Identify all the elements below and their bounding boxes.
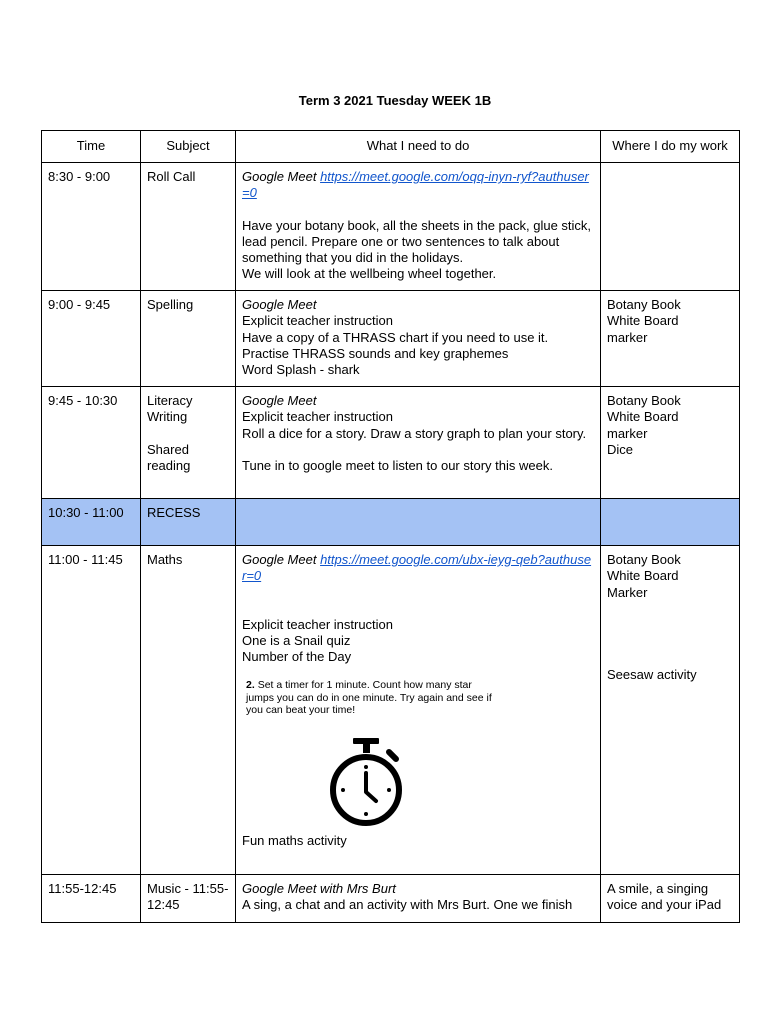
- todo-line: One is a Snail quiz: [242, 632, 351, 648]
- meet-link[interactable]: https://meet.google.com/oqq-inyn-ryf?authuser=0: [242, 169, 589, 201]
- subject-cell: RECESS: [141, 499, 236, 546]
- where-line: Dice: [607, 441, 634, 457]
- where-cell: A smile, a singing voice and your iPad: [601, 875, 740, 923]
- table-row: [42, 163, 740, 291]
- todo-cell: [236, 163, 601, 291]
- table-row: [42, 291, 740, 387]
- table-row: [42, 546, 740, 875]
- where-line: White Board: [607, 409, 679, 425]
- stopwatch-icon: [328, 737, 406, 829]
- todo-line: Word Splash - shark: [242, 362, 360, 378]
- where-cell: [601, 546, 740, 875]
- subject-cell: [141, 387, 236, 499]
- where-extra: Seesaw activity: [607, 666, 697, 682]
- time-cell: 10:30 - 11:00: [42, 499, 141, 546]
- subject-line: Writing: [147, 409, 188, 425]
- subject-cell: Music - 11:55-12:45: [141, 875, 236, 923]
- todo-line: Practise THRASS sounds and key graphemes: [242, 345, 509, 361]
- table-row: [42, 875, 740, 923]
- todo-lead: Google Meet: [242, 393, 317, 408]
- where-line: marker: [607, 425, 648, 441]
- table-row: [42, 387, 740, 499]
- todo-line: Explicit teacher instruction: [242, 409, 394, 425]
- timer-task-image: [246, 679, 496, 717]
- subject-line: Literacy: [147, 393, 193, 408]
- todo-line: Have a copy of a THRASS chart if you need to use it.: [242, 329, 549, 345]
- todo-lead: Google Meet: [242, 297, 317, 312]
- todo-line: We will look at the wellbeing wheel together.: [242, 266, 497, 282]
- todo-lead: Google Meet with Mrs Burt: [242, 881, 396, 896]
- meet-link[interactable]: https://meet.google.com/ubx-ieyg-qeb?authuser=0: [242, 552, 592, 584]
- todo-cell: [236, 875, 601, 923]
- time-cell: 8:30 - 9:00: [42, 163, 141, 291]
- where-line: Botany Book: [607, 297, 681, 312]
- todo-line: Number of the Day: [242, 649, 352, 665]
- time-cell: 11:55-12:45: [42, 875, 141, 923]
- todo-lead: Google Meet: [242, 169, 317, 184]
- where-line: White Board: [607, 568, 679, 584]
- where-cell: [601, 291, 740, 387]
- header-row: [42, 131, 740, 163]
- header-todo: What I need to do: [236, 131, 601, 163]
- task-number: 2.: [246, 679, 255, 692]
- document-title: Term 3 2021 Tuesday WEEK 1B: [298, 93, 492, 108]
- todo-line: Explicit teacher instruction: [242, 313, 394, 329]
- todo-line: Roll a dice for a story. Draw a story graph to plan your story.: [242, 425, 587, 441]
- todo-cell: [236, 291, 601, 387]
- subject-cell: Maths: [141, 546, 236, 875]
- todo-line: A sing, a chat and an activity with Mrs Burt. One we finish: [242, 897, 573, 913]
- subject-cell: Spelling: [141, 291, 236, 387]
- where-line: Marker: [607, 584, 648, 600]
- table-row-recess: [42, 499, 740, 546]
- todo-cell: [236, 546, 601, 875]
- todo-cell: [236, 387, 601, 499]
- header-time: Time: [42, 131, 141, 163]
- subject-cell: Roll Call: [141, 163, 236, 291]
- task-text: Set a timer for 1 minute. Count how many star jumps you can do in one minute. Try again and see if you can beat your time!: [246, 679, 492, 717]
- todo-line: Explicit teacher instruction: [242, 616, 394, 632]
- todo-lead: Google Meet: [242, 552, 317, 567]
- where-line: White Board: [607, 313, 679, 329]
- todo-footer: Fun maths activity: [242, 832, 347, 848]
- where-line: Botany Book: [607, 393, 681, 408]
- where-line: marker: [607, 329, 648, 345]
- where-line: Botany Book: [607, 552, 681, 567]
- todo-cell: [236, 499, 601, 546]
- subject-line: Shared reading: [147, 441, 191, 473]
- time-cell: 9:00 - 9:45: [42, 291, 141, 387]
- where-cell: [601, 163, 740, 291]
- where-cell: [601, 387, 740, 499]
- todo-line: Have your botany book, all the sheets in the pack, glue stick, lead pencil. Prepare one or two sentences to talk about something that you did in the holidays.: [242, 217, 592, 266]
- time-cell: 11:00 - 11:45: [42, 546, 141, 875]
- where-cell: [601, 499, 740, 546]
- schedule-table: [41, 130, 740, 923]
- time-cell: 9:45 - 10:30: [42, 387, 141, 499]
- todo-line: Tune in to google meet to listen to our story this week.: [242, 457, 553, 473]
- header-where: Where I do my work: [601, 131, 740, 163]
- header-subject: Subject: [141, 131, 236, 163]
